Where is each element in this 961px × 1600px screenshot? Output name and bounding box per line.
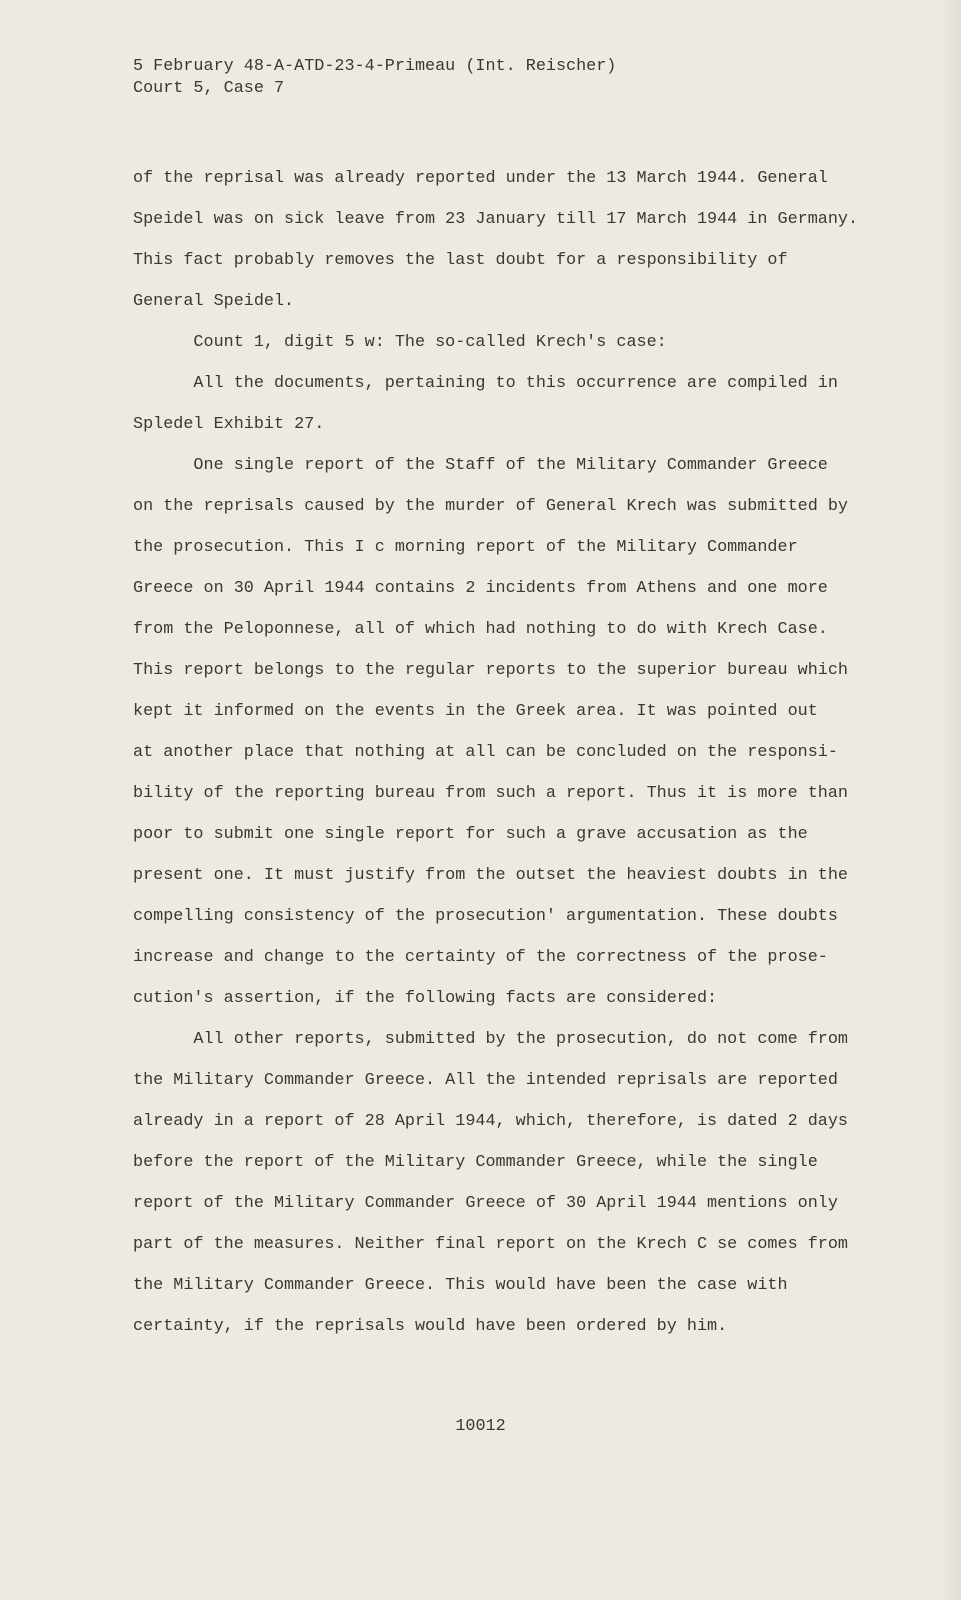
text-line: the Military Commander Greece. This would have been the case with	[133, 1276, 788, 1295]
text-line: This fact probably removes the last doubt for a responsibility of	[133, 251, 788, 270]
text-line: Speidel was on sick leave from 23 January till 17 March 1944 in Germany.	[133, 210, 859, 229]
text-line: of the reprisal was already reported under the 13 March 1944. General	[133, 169, 828, 188]
text-line: cution's assertion, if the following facts are considered:	[133, 989, 718, 1008]
document-body	[133, 158, 858, 1347]
text-line: All the documents, pertaining to this occurrence are compiled in	[133, 374, 838, 393]
text-line: certainty, if the reprisals would have been ordered by him.	[133, 1317, 728, 1336]
header-line-court-case: Court 5, Case 7	[133, 79, 285, 98]
text-line: bility of the reporting bureau from such a report. Thus it is more than	[133, 784, 848, 803]
text-line: General Speidel.	[133, 292, 295, 311]
text-line: part of the measures. Neither final report on the Krech C se comes from	[133, 1235, 848, 1254]
text-line: All other reports, submitted by the prosecution, do not come from	[133, 1030, 848, 1049]
document-header	[133, 56, 616, 100]
text-line: the prosecution. This I c morning report of the Military Commander	[133, 538, 798, 557]
header-line-date-reference: 5 February 48-A-ATD-23-4-Primeau (Int. Reischer)	[133, 57, 617, 76]
text-line: Count 1, digit 5 w: The so-called Krech's case:	[133, 333, 667, 352]
text-line: kept it informed on the events in the Greek area. It was pointed out	[133, 702, 818, 721]
text-line: at another place that nothing at all can be concluded on the responsi-	[133, 743, 838, 762]
text-line: the Military Commander Greece. All the intended reprisals are reported	[133, 1071, 838, 1090]
text-line: report of the Military Commander Greece of 30 April 1944 mentions only	[133, 1194, 838, 1213]
page-edge-shadow	[941, 0, 961, 1600]
text-line: Spledel Exhibit 27.	[133, 415, 325, 434]
text-line: compelling consistency of the prosecution' argumentation. These doubts	[133, 907, 838, 926]
text-line: This report belongs to the regular reports to the superior bureau which	[133, 661, 848, 680]
text-line: One single report of the Staff of the Military Commander Greece	[133, 456, 828, 475]
text-line: increase and change to the certainty of the correctness of the prose-	[133, 948, 828, 967]
text-line: from the Peloponnese, all of which had nothing to do with Krech Case.	[133, 620, 828, 639]
text-line: on the reprisals caused by the murder of General Krech was submitted by	[133, 497, 848, 516]
text-line: present one. It must justify from the outset the heaviest doubts in the	[133, 866, 848, 885]
text-line: poor to submit one single report for such a grave accusation as the	[133, 825, 808, 844]
text-line: Greece on 30 April 1944 contains 2 incidents from Athens and one more	[133, 579, 828, 598]
text-line: before the report of the Military Commander Greece, while the single	[133, 1153, 818, 1172]
text-line: already in a report of 28 April 1944, which, therefore, is dated 2 days	[133, 1112, 848, 1131]
page-number: 10012	[455, 1417, 506, 1436]
